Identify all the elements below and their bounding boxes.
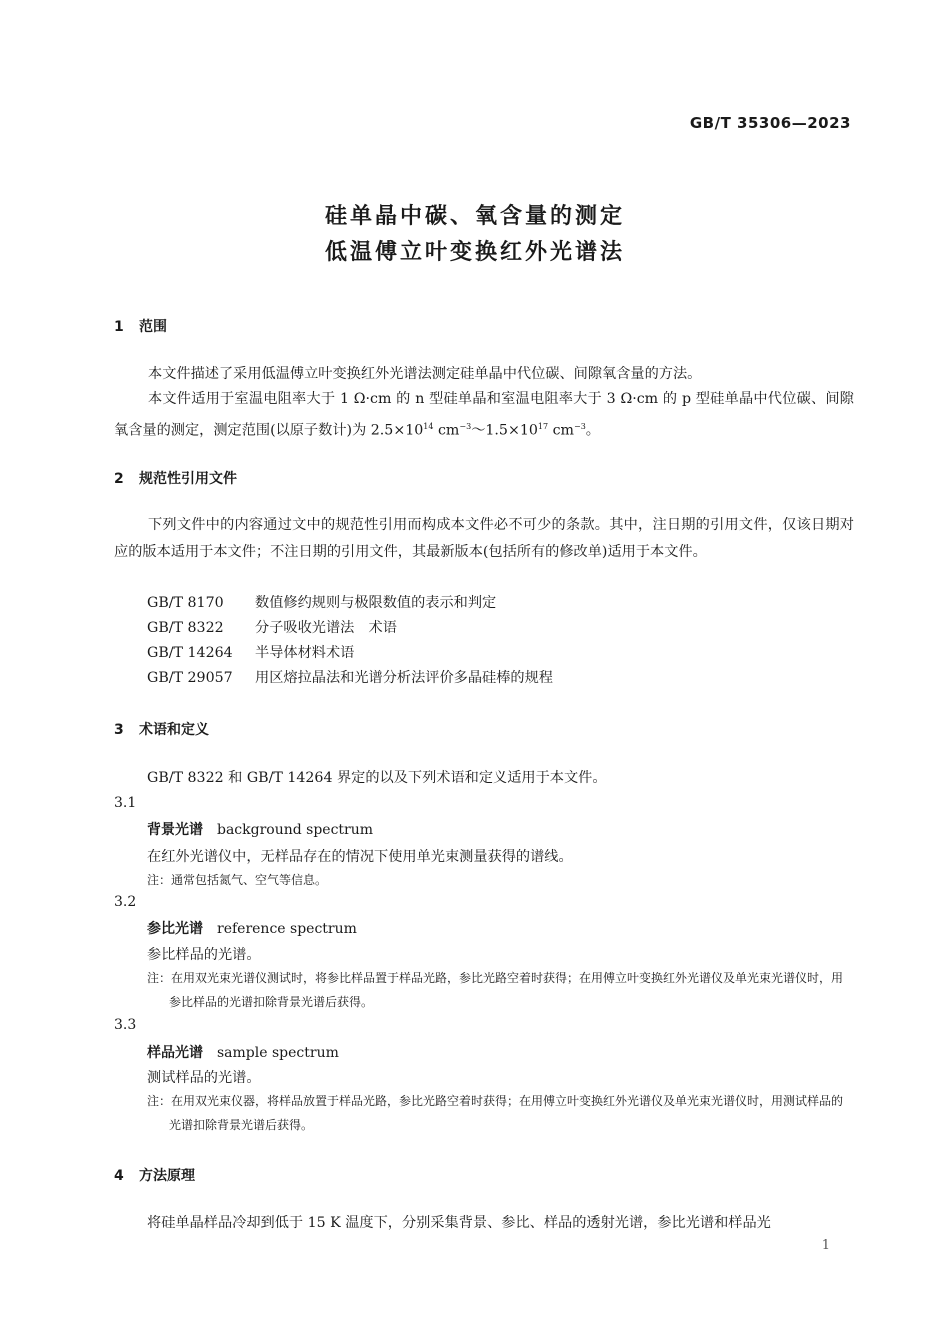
term-english: sample spectrum	[217, 1045, 339, 1061]
term-definition: 在红外光谱仪中，无样品存在的情况下使用单光束测量获得的谱线。	[147, 849, 573, 865]
section-4-heading	[114, 1165, 195, 1185]
term-chinese: 样品光谱	[147, 1045, 203, 1061]
section-1-heading	[114, 316, 167, 336]
term-entry	[147, 819, 373, 839]
superscript: 17	[537, 422, 549, 431]
section-2-paragraph-1: 下列文件中的内容通过文中的规范性引用而构成本文件必不可少的条款。其中，注日期的引用文件，仅该日期对应的版本适用于本文件；不注日期的引用文件，其最新版本(包括所有的修改单)适用于本文件。	[114, 517, 854, 560]
text-run: 本文件适用于室温电阻率大于 1 Ω·cm 的 n 型硅单晶和室温电阻率大于 3 Ω·cm 的 p 型硅单晶中代位碳、间隙氧含量的测定，测定范围(以原子数计)为 2.5×10	[114, 391, 854, 439]
text-run: ～1.5×10	[471, 422, 538, 439]
term-number: 3.2	[114, 894, 137, 910]
reference-code: GB/T 8170	[147, 595, 224, 611]
reference-code: GB/T 8322	[147, 620, 224, 636]
superscript: 14	[423, 422, 434, 431]
section-title: 范围	[139, 319, 167, 335]
section-3-paragraph-1: GB/T 8322 和 GB/T 14264 界定的以及下列术语和定义适用于本文件。	[147, 770, 607, 786]
text-run: 。	[585, 422, 600, 439]
term-number: 3.1	[114, 795, 137, 811]
reference-item	[147, 667, 553, 687]
section-title: 规范性引用文件	[139, 471, 237, 487]
text-run: cm	[433, 422, 460, 439]
reference-item	[147, 592, 496, 612]
term-entry	[147, 1042, 339, 1062]
reference-title: 用区熔拉晶法和光谱分析法评价多晶硅棒的规程	[255, 670, 553, 686]
section-1-paragraph-2	[114, 386, 854, 445]
term-english: background spectrum	[217, 822, 374, 838]
section-number: 3	[114, 722, 124, 738]
section-4-paragraph-1: 将硅单晶样品冷却到低于 15 K 温度下，分别采集背景、参比、样品的透射光谱，参比光谱和样品光	[147, 1215, 771, 1231]
term-entry	[147, 918, 357, 938]
page-number: 1	[821, 1238, 830, 1253]
reference-title: 半导体材料术语	[255, 645, 355, 661]
section-number: 1	[114, 319, 124, 335]
term-chinese: 参比光谱	[147, 921, 203, 937]
term-definition: 参比样品的光谱。	[147, 947, 261, 963]
term-english: reference spectrum	[217, 921, 357, 937]
reference-code: GB/T 14264	[147, 645, 233, 661]
text-run: cm	[548, 422, 574, 439]
term-note	[147, 868, 853, 892]
superscript: −3	[574, 422, 586, 431]
reference-code: GB/T 29057	[147, 670, 233, 686]
term-definition: 测试样品的光谱。	[147, 1070, 261, 1086]
term-note	[147, 1089, 853, 1137]
reference-item	[147, 642, 354, 662]
note-text: 注：在用双光束光谱仪测试时，将参比样品置于样品光路，参比光路空着时获得；在用傅立叶变换红外光谱仪及单光束光谱仪时，用参比样品的光谱扣除背景光谱后获得。	[147, 971, 844, 1009]
section-3-heading	[114, 719, 209, 739]
section-1-paragraph-1: 本文件描述了采用低温傅立叶变换红外光谱法测定硅单晶中代位碳、间隙氧含量的方法。	[148, 366, 702, 382]
reference-item	[147, 617, 397, 637]
document-title-line-1: 硅单晶中碳、氧含量的测定	[324, 204, 625, 229]
superscript: −3	[459, 422, 472, 431]
term-number: 3.3	[114, 1017, 137, 1033]
note-text: 注：通常包括氮气、空气等信息。	[147, 873, 328, 887]
section-number: 4	[114, 1168, 124, 1184]
section-title: 方法原理	[139, 1168, 195, 1184]
term-chinese: 背景光谱	[147, 822, 203, 838]
section-2-heading	[114, 468, 237, 488]
standard-number: GB/T 35306—2023	[689, 114, 851, 132]
section-number: 2	[114, 471, 124, 487]
term-note	[147, 966, 853, 1014]
note-text: 注：在用双光束仪器，将样品放置于样品光路，参比光路空着时获得；在用傅立叶变换红外光谱仪及单光束光谱仪时，用测试样品的光谱扣除背景光谱后获得。	[147, 1094, 844, 1132]
reference-title: 分子吸收光谱法 术语	[255, 620, 397, 636]
section-title: 术语和定义	[139, 722, 209, 738]
reference-title: 数值修约规则与极限数值的表示和判定	[255, 595, 497, 611]
document-title-line-2: 低温傅立叶变换红外光谱法	[324, 240, 625, 265]
